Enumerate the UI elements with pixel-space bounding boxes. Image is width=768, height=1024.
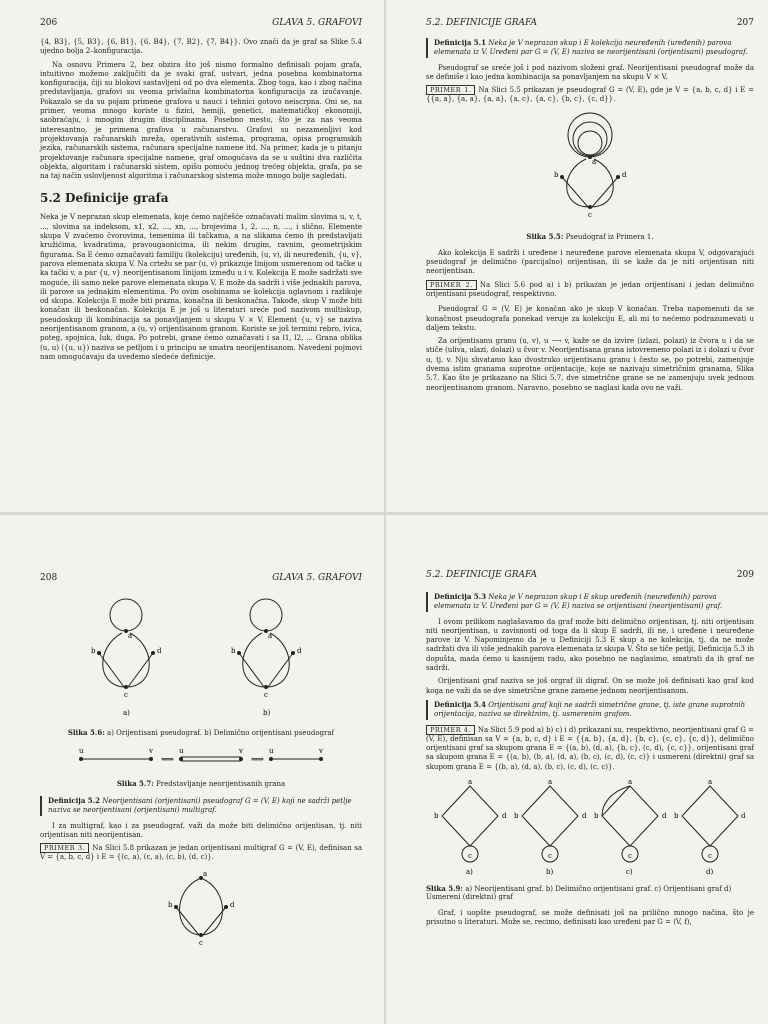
- svg-text:v: v: [319, 747, 323, 755]
- edge: [567, 159, 588, 207]
- svg-text:a: a: [203, 869, 208, 878]
- svg-text:u: u: [269, 747, 274, 755]
- subfigure-label-c: c): [626, 868, 633, 877]
- svg-text:d: d: [662, 812, 667, 821]
- svg-text:v: v: [149, 747, 153, 755]
- svg-text:⟺: ⟺: [161, 755, 174, 765]
- page-header: [40, 573, 362, 583]
- node-label-a: a: [592, 157, 597, 166]
- svg-text:a: a: [128, 632, 133, 640]
- svg-text:d: d: [502, 812, 507, 821]
- subfigure-label-a: a): [466, 868, 473, 877]
- section-heading: 5.2 Definicije grafa: [40, 191, 169, 206]
- svg-text:a: a: [628, 778, 633, 787]
- paragraph: Pseudograf se sreće još i pod nazivom složeni graf. Neorijentisani pseudograf može da se definiše i kao jedna kombinacija sa ponavljanjem na skupu V × V.: [426, 63, 754, 81]
- figure-caption: Slika 5.7: Predstavljanje neorijentisanih grana: [116, 779, 286, 788]
- graph-5-9-d: [674, 778, 746, 876]
- node-c: [588, 205, 592, 209]
- svg-text:d: d: [297, 647, 302, 655]
- svg-text:b: b: [514, 812, 519, 821]
- graph-5-9-a: [434, 778, 507, 876]
- node-d: [616, 175, 620, 179]
- figure-caption: Slika 5.9: a) Neorijentisani graf. b) Delimično orijentisani graf. c) Orijentisani graf d) Usmereni (direktni) graf: [426, 884, 732, 902]
- figure-5-5-pseudograph: [520, 111, 660, 226]
- figure-5-8-multigraph: [141, 869, 261, 949]
- subfigure-label-b: b): [263, 709, 271, 717]
- example-4: PRIMER 4. Na Slici 5.9 pod a) b) c) i d) prikazani su, respektivno, neorijentisani graf G = (V, E), definisan sa V = {a, b, c, d} i E = {{a, b}, {a, d}, {b, c}, {c, c}, {c, d}}, delimično orijentisani graf sa skupom grana E = {(a, b), (d, a), {b, c}, (c, d), {c, c}}, orijentisani graf sa skupom grana E = {(a, b), (b, a), (d, a), (b, c), (c, d), (c, c)} i usmereni (direktni) graf sa skupom grana E = {(b, a), (d, a), (b, c), (c, d), (c, c)}.: [426, 725, 754, 771]
- running-title: GLAVA 5. GRAFOVI: [272, 18, 362, 28]
- example-tag: PRIMER 2.: [426, 280, 477, 290]
- paragraph: Graf, i uopšte pseudograf, se može definisati još na prilično mnogo načina, što je prisutno u literaturi. Može se, recimo, definisati kao uređeni par G = (V, f),: [426, 909, 754, 927]
- svg-text:d: d: [582, 812, 587, 821]
- svg-text:b: b: [231, 647, 236, 655]
- svg-text:d: d: [230, 900, 235, 909]
- svg-text:u: u: [179, 747, 184, 755]
- svg-text:v: v: [239, 747, 243, 755]
- svg-text:d: d: [157, 647, 162, 655]
- example-1: PRIMER 1. Na Slici 5.5 prikazan je pseudograf G = (V, E), gde je V = {a, b, c, d} i E = {{a, a}, {a, a}, {a, a}, {a, c}, {a, c}, {b, c}, {c, d}}.: [426, 86, 754, 104]
- svg-text:c: c: [628, 852, 632, 861]
- svg-text:b: b: [91, 647, 96, 655]
- page-209: [386, 515, 768, 1024]
- graph-b: [231, 599, 302, 717]
- definition-5-3: Definicija 5.3 Neka je V neprazan skup i E skup uređenih (neuređenih) parova elemenata iz V. Uređeni par G = (V, E) naziva se orijentisani (neorijentisani) graf.: [426, 592, 754, 612]
- svg-text:b: b: [434, 812, 439, 821]
- figure-5-7-edges: [71, 745, 331, 773]
- node-b: [560, 175, 564, 179]
- example-2: PRIMER 2. Na Slici 5.6 pod a) i b) prikazan je jedan orijentisani i jedan delimično orijentisani pseudograf, respektivno.: [426, 280, 754, 298]
- top-text: {4, B3}, {5, B3}, {6, B1}, {6, B4}, {7, B2}, {7, B4}}. Ovo znači da je graf sa Slike 5.4 ujedno bolja 2–konfiguracija.: [40, 38, 362, 56]
- paragraph: Pseudograf G = (V, E) je konačan ako je skup V konačan. Treba napomenuti da se konačnost pseudografa ponekad veruje za kolekciju E, ali mi to nećemo podrazumevati u daljem tekstu.: [426, 305, 754, 332]
- svg-text:c: c: [124, 691, 128, 699]
- paragraph: Za orijentisanu granu (u, v), u ⟶ v, kaže se da izvire (izlazi, polazi) iz čvora u i da se stiče (uliva, ulazi, dolazi) u čvor v. Neorijentisana grana istovremeno polazi iz i dolazi u čvor u, tj. v. Nju shvatamo kao dvostruko orijentisanu granu i često se, po potrebi, zamenjuje dvema istim granama suprotne orijentacije, koje se nazivaju simetričnim granama, Slika 5.7. Kao što je prikazano na Slici 5.7, dve simetrične grane se ne zamenjuju uvek jednom neorijentisanom granom. Naravno, posebno se naglasi kada ovo ne važi.: [426, 337, 754, 392]
- svg-text:c: c: [468, 852, 472, 861]
- graph-a: [91, 599, 162, 717]
- subfigure-label-a: a): [123, 709, 130, 717]
- figure-5-6-pseudographs: [51, 597, 351, 722]
- svg-text:a: a: [548, 778, 553, 787]
- node-label-d: d: [622, 170, 627, 179]
- svg-text:c: c: [264, 691, 268, 699]
- page-208: [0, 515, 384, 1024]
- page-number: 207: [736, 18, 754, 28]
- graph-5-9-b: [514, 778, 587, 876]
- page-206: [0, 0, 384, 512]
- page-number: 209: [736, 570, 754, 580]
- running-title: 5.2. DEFINICIJE GRAFA: [426, 18, 537, 28]
- paragraph: Orijentisani graf naziva se još orgraf ili digraf. On se može još definisati kao graf kod koga ne važi da se dve simetrične grane zamene jednom neorijentisanom.: [426, 677, 754, 695]
- graph-5-9-c: [594, 778, 667, 876]
- definition-5-1: Definicija 5.1 Neka je V neprazan skup i E kolekcija neuređenih (uređenih) parova elemenata iz V. Uređeni par G = (V, E) naziva se neorijentisani (orijentisani) pseudograf.: [426, 38, 754, 58]
- edge: [592, 177, 618, 207]
- figure-5-9-graphs: [430, 778, 750, 878]
- page-header: [40, 18, 362, 28]
- svg-text:d: d: [741, 812, 746, 821]
- page-header: [426, 18, 754, 28]
- paragraph: Ako kolekcija E sadrži i uređene i neuređene parove elemenata skupa V, odgovarajući pseudograf je delimično (parcijalno) orijentisan, ili se kaže da je niti orijentisan niti neorijentisan.: [426, 248, 754, 276]
- figure-caption: Slika 5.6: a) Orijentisani pseudograf. b) Delimično orijentisani pseudograf: [67, 728, 335, 737]
- svg-text:a: a: [708, 778, 713, 787]
- svg-text:b: b: [674, 812, 679, 821]
- page-number: 208: [40, 573, 58, 583]
- subfigure-label-b: b): [546, 868, 554, 877]
- svg-text:c: c: [199, 938, 203, 947]
- svg-text:c: c: [708, 852, 712, 861]
- node-label-c: c: [588, 210, 592, 219]
- subfigure-label-d: d): [706, 868, 714, 877]
- definition-5-4: Definicija 5.4 Orijentisani graf koji ne sadrži simetrične grane, tj. iste grane suprotnih orijentacija, naziva se direktnim, tj. usmerenim grafom.: [426, 700, 754, 720]
- edge: [562, 177, 588, 207]
- example-tag: PRIMER 4.: [426, 725, 475, 735]
- page-number: 206: [40, 18, 58, 28]
- paragraph: Neka je V neprazan skup elemenata, koje ćemo najčešće označavati malim slovima u, v, t, ..., slovima sa indeksom, x1, x2, ..., xn, ..., brojevima 1, 2, ..., n, ..., i slično. Elemente skupa V zvaćemo čvorovima, temenima ili tačkama, a na slikama ćemo ih predstavljati kružićima, kvadratima, pravougaonicima, ili nekim drugim, ravnim, geometrijskim figurama. Sa E ćemo označavati familiju (kolekciju) uređenih, (u, v), ili neuređenih, {u, v}, parova elemenata skupa V. Na crtežu se par (u, v) prikazuje linijom usmerenom od tačke u ka tački v, a par {u, v} neorijentisanom linijom između u i v. Kolekcija E može sadržati sve moguće, ili samo neke parove elemenata skupa V. E može da sadrži i više jednakih parova, ili parove sa jednakim elementima. Po ovim osobinama se kolekcija uglavnom i razlikuje od skupa. Kolekcija E može biti prazna, konačna ili beskonačna. Takođe, skup V može biti konačan ili beskonačan. Kolekcija E je još u literaturi sreće pod nazivom multiskup, pseudoskup ili kombinacija sa ponavljanjem u skupu V × V. Element {u, v} se naziva neorijentisanom granom, a (u, v) orijentisanom granom. Koriste se još termini rebro, ivica, poteg, spojnica, luk, duga. Po potrebi, grane ćemo označavati i sa l1, l2, ... Grana oblika (u, u) ({u, u}) naziva se petljom i u principu se smatra neorijentisanom. Navedeni pojmovi nam omogućavaju da uvedemo sledeće definicije.: [40, 213, 362, 361]
- loop: [573, 122, 607, 156]
- loop: [568, 113, 612, 157]
- page-header: [426, 570, 754, 580]
- loop: [578, 131, 602, 155]
- paragraph: I za multigraf, kao i za pseudograf, važi da može biti delimično orijentisan, tj. niti orijentisan niti neorijentisan.: [40, 821, 362, 839]
- paragraph: I ovom prilikom naglašavamo da graf može biti delimično orijentisan, tj. niti orijentisan niti neorijentisan, u zavisnosti od toga da li skup E sadrži, ili ne, i uređene i neuređene parove iz V. Napominjemo da je u Definiciji 5.3 E skup a ne kolekcija, tj. da ne može sadržati dva ili više jednakih parova elemenata iz skupa V. Što se tiče petlji, Definicija 5.3 ih dopušta, mada ćemo u kasnijem radu, ako posebno ne naglasimo, smatrati da ih graf ne sadrži.: [426, 617, 754, 673]
- svg-text:c: c: [548, 852, 552, 861]
- definition-5-2: Definicija 5.2 Neorijentisani (orijentisani) pseudograf G = (V, E) koji ne sadrži petlje naziva se neorijentisani (orijentisani) multigraf.: [40, 796, 362, 816]
- svg-text:b: b: [168, 900, 173, 909]
- svg-text:a: a: [268, 632, 273, 640]
- example-tag: PRIMER 1.: [426, 85, 475, 95]
- svg-text:b: b: [594, 812, 599, 821]
- running-title: GLAVA 5. GRAFOVI: [272, 573, 362, 583]
- edge: [592, 159, 613, 207]
- running-title: 5.2. DEFINICIJE GRAFA: [426, 570, 537, 580]
- example-tag: PRIMER 3.: [40, 843, 89, 853]
- svg-text:⟹: ⟹: [251, 755, 264, 765]
- svg-text:u: u: [79, 747, 84, 755]
- svg-text:a: a: [468, 778, 473, 787]
- page-207: [386, 0, 768, 512]
- figure-caption: Slika 5.5: Pseudograf iz Primera 1.: [526, 231, 654, 241]
- paragraph: Na osnovu Primera 2, bez obzira što još nismo formalno definisali pojam grafa, intuitivno možemo zaključiti da je svaki graf, ustvari, jedna posebna kombinatorna konfiguracija, čiji su blokovi sastavljeni od po dva elementa. Zbog toga, kao i zbog načina predstavljanja, grafovi su veoma privlačna kombinatorna konfiguracija za izučavanje. Pokazalo se da su pojam primene grafova u nauci i tehnici gotovo neiscrpna. Oni se, na primer, veoma mnogo koriste u fizici, hemiji, genetici, matematičkoj ekonomiji, saobraćaju, i mnogim drugim disciplinama. Posebno mesto, što je za nas veoma interesantno, je primena grafova u računarstvu. Grafovi su nezamenljivi kod projektovanja računarskih mreža, operativnih sistema, programa, opisa programskih jezika, računarskih sistema, računara specijalne namene itd. Na primer, kada je u pitanju projektovanje računara specijalne namene, graf omogućava da se u suštini dva različita objekta, algoritam i računarski sistem, opišu pomoću jednog trećeg objekta, grafa, pa se na taj način uslovljenost algoritma i računarskog sistema može mnogo bolje sagledati.: [40, 60, 362, 181]
- node-label-b: b: [554, 170, 559, 179]
- example-3: PRIMER 3. Na Slici 5.8 prikazan je jedan orijentisani multigraf G = (V, E), definisan sa V = {a, b, c, d} i E = {(c, a), (c, a), (c, b), (d, c)}.: [40, 844, 363, 862]
